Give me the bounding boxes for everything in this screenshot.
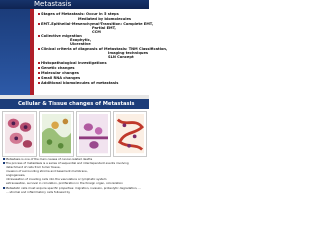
text-line: Genetic changes [38, 66, 75, 70]
slide-metastasis-overview [0, 0, 168, 95]
caption-item: invasion of surrounding stroma and basement membrane, [6, 169, 88, 173]
bullet-icon [38, 35, 40, 37]
cell-diagram-icon [5, 114, 34, 153]
slide-cellular-tissue-changes [0, 99, 149, 198]
text-line: Ulcerative [70, 42, 91, 46]
caption-item: The process of metastasis is a series of sequential and interdependent events involving [3, 162, 129, 165]
text-line: Histopathological investigations [38, 61, 107, 65]
text-line: Molecular changes [38, 71, 79, 75]
micrograph-row [2, 111, 147, 157]
micrograph-panel-3 [76, 111, 111, 157]
bullet-icon [38, 72, 40, 74]
text-line: SLN Concept [108, 55, 134, 59]
invasion-diagram-icon [79, 114, 108, 153]
bullet-icon [38, 23, 40, 25]
slide1-left-panel [0, 9, 30, 95]
text-line: Collective migration [38, 34, 82, 38]
text-line: Clinical criteria of diagnosis of Metastasis: TNM Classification, [38, 47, 167, 51]
caption-item: ... stromal and inflammatory cells followed by [6, 190, 71, 194]
text-line: EMT–Epithelial-Mesenchymal-Transition: Complete EMT, [38, 22, 153, 26]
bullet-icon [38, 77, 40, 79]
bullet-icon [3, 158, 5, 160]
caption-item: detachment of cells from tumor tissue, [6, 165, 61, 169]
text-line: Imaging techniques [108, 51, 149, 55]
slide2-title-bar [0, 99, 149, 109]
slide1-title: Metastasis [34, 0, 72, 8]
caption-item: Metastasis is one of the main causes of cancer-related deaths [3, 158, 92, 161]
bullet-icon [38, 67, 40, 69]
micrograph-panel-4 [113, 111, 147, 157]
text-line: Additional biomolecules of metastasis [38, 81, 118, 85]
micrograph-panel-1 [2, 111, 37, 157]
caption-item: intravasation of invading cells into the vasculature or lymphatic system [6, 177, 107, 181]
bullet-icon [38, 82, 40, 84]
tissue-diagram-icon [42, 114, 71, 153]
slide1-title-bar [0, 0, 149, 9]
vessel-diagram-icon [116, 114, 144, 153]
slide2-title: Cellular & Tissue changes of Metastasis [18, 101, 135, 107]
text-line: Partial EMT, [92, 26, 116, 30]
bullet-icon [38, 13, 40, 15]
text-line: Mediated by biomolecules [78, 17, 132, 21]
bullet-icon [38, 48, 40, 50]
slide1-accent-bar [30, 9, 34, 95]
text-line: Stages of Metastasis: Occur in 5 steps [38, 12, 119, 16]
text-line: Exophytic, [70, 38, 92, 42]
text-line: Small RNA changes [38, 76, 80, 80]
micrograph-panel-2 [39, 111, 74, 157]
bullet-icon [3, 187, 5, 189]
caption-item: Metastatic cells must acquire specific properties: migration, invasion, proteolytic degradation, ... [3, 187, 141, 190]
caption-item: extravasation, survival in circulation, proliferation in the foreign organ, colonization [6, 181, 123, 185]
caption-item: angiogenesis, [6, 173, 26, 177]
bullet-icon [38, 62, 40, 64]
bullet-icon [3, 162, 5, 164]
text-line: CCM [92, 30, 101, 34]
caption-list [3, 158, 146, 196]
